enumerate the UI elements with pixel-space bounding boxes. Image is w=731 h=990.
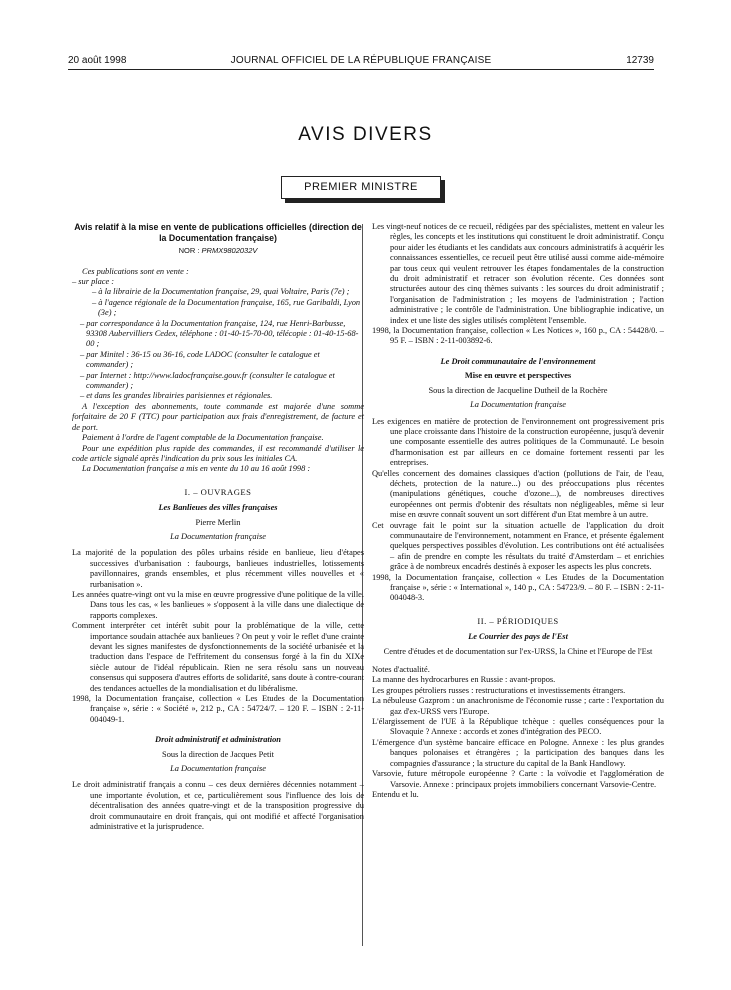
book-author: Pierre Merlin [195, 517, 241, 527]
header-rule [68, 69, 654, 70]
book-title: Les Banlieues des villes françaises [158, 503, 278, 513]
list-item: – sur place : [72, 277, 115, 286]
paragraph: Comment interpréter cet intérêt subit pour la problématique de la ville, cette importance soudain attachée aux banlieues ? On peut y voir le reflet d'une crainte devant les signes manifestes de dysfonctionnements de la société urbanisée et la traduction dans l'espace de l'effritement du consensus forgé à la fin du XIXe siècle autour de l'idéal républicain. Rien ne sera résolu sans un nouveau consensus qui supposera d'autres efforts de solidarité, sans doute à contre-courant des tendances actuelles de la mondialisation et du libéralisme. [72, 621, 364, 693]
paragraph: Qu'elles concernent des domaines classiques d'action (pollutions de l'air, de l'eau, déchets, protection de la nature...) ou des préoccupations plus récentes (manipulations génétiques, couche d'ozone...), de nombreuses directives européennes ont permis d'obtenir des résultats non négligeables, même si leur mise en œuvre connaît souvent un sort différent d'un Etat membre à un autre. [372, 468, 664, 520]
intro-text: Ces publications sont en vente : [82, 266, 189, 276]
book-title: Le Droit communautaire de l'environnement [440, 356, 596, 366]
book-reference: 1998, la Documentation française, collection « Les Notices », 160 p., CA : 54428/0. – 95 F. – ISBN : 2-11-003892-6. [372, 326, 664, 346]
book-reference: 1998, la Documentation française, collection « Les Etudes de la Documentation française », série : « Société », 212 p., CA : 54724/7. – 120 F. – ISBN : 2-11-004049-1. [72, 694, 364, 724]
contents-item: Les groupes pétroliers russes : restructurations et investissements étrangers. [372, 685, 626, 695]
book-author: Sous la direction de Jacques Petit [162, 749, 274, 759]
list-item: – par Internet : http://www.ladocfrançaise.gouv.fr (consulter le catalogue et commander) ; [80, 370, 335, 391]
paragraph: Les vingt-neuf notices de ce recueil, rédigées par des spécialistes, mettent en valeur les règles, les concepts et les institutions qui constituent le droit administratif. Conçu pour aider les étudiants et les candidats aux concours administratifs à acquérir les connaissances essentielles, ce recueil peut être utilisé aussi comme aide-mémoire par tous ceux qui veulent retrouver les étapes fondamentales de la construction du droit administratif et retracer son évolution récente. Ces données sont structurées autour des cinq thèmes suivants : les sources du droit administratif ; l'organisation de l'administration ; les moyens de l'administration ; l'action administrative ; le contrôle de l'administration. Une bibliographie indicative, un index et une liste des sigles utilisés complètent l'ensemble. [372, 222, 664, 325]
contents-item: La nébuleuse Gazprom : un anachronisme de l'économie russe ; carte : l'exportation du gaz d'ex-URSS vers l'Europe. [372, 696, 664, 716]
list-item: – par correspondance à la Documentation française, 124, rue Henri-Barbusse, 93308 Aubervilliers Cedex, téléphone : 01-40-15-70-00, télécopie : 01-40-15-68-00 ; [80, 318, 359, 349]
paragraph: A l'exception des abonnements, toute commande est majorée d'une somme forfaitaire de 20 F (TTC) pour participation aux frais d'enregistrement, de facture et de port. [72, 401, 364, 432]
section-heading-periodiques: II. – PÉRIODIQUES [477, 615, 559, 626]
book-publisher: La Documentation française [470, 400, 566, 410]
right-column [372, 222, 664, 800]
nor-code: PRMX9802032V [201, 246, 258, 256]
contents-item: La manne des hydrocarbures en Russie : avant-propos. [372, 675, 556, 685]
contents-item: L'émergence d'un système bancaire efficace en Pologne. Annexe : les plus grandes banques polonaises et étrangères ; la participation des banques dans les compagnies d'assurance ; la structure du capital de la Bank Handlowy. [372, 737, 664, 768]
list-item: – par Minitel : 36-15 ou 36-16, code LADOC (consulter le catalogue et commander) ; [80, 349, 320, 370]
paragraph: Cet ouvrage fait le point sur la situation actuelle de l'application du droit communautaire de l'environnement, notamment en France, et présente également quelques perspectives possibles d'évolution. Les contributions ont été actualisées – afin de prendre en compte les résultats du traité d'Amsterdam – et enrichies grâce à de nombreux encadrés destinés à exposer les aspects les plus concrets. [372, 520, 664, 572]
paragraph: Pour une expédition plus rapide des commandes, il est recommandé d'utiliser le code article signalé après l'indication du prix sous les initiales CA. [72, 443, 364, 463]
book-publisher: La Documentation française [170, 531, 266, 541]
paragraph: Paiement à l'ordre de l'agent comptable de la Documentation française. [82, 433, 324, 443]
paragraph: La Documentation française a mis en vente du 10 au 16 août 1998 : [82, 464, 311, 474]
left-column [72, 222, 364, 833]
ministry-box: PREMIER MINISTRE [281, 176, 441, 199]
contents-item: L'élargissement de l'UE à la République tchèque : quelles conséquences pour la Slovaquie ? Annexe : accords et zones d'intégration des PECO. [372, 717, 664, 737]
book-subtitle: Mise en œuvre et perspectives [464, 371, 572, 381]
list-item: – à la librairie de la Documentation française, 29, quai Voltaire, Paris (7e) ; [92, 287, 350, 297]
contents-item: Varsovie, future métropole européenne ? Carte : la voïvodie et l'agglomération de Varsovie. Annexe : principaux projets immobiliers concernant Varsovie-Centre. [372, 769, 664, 789]
periodical-title: Le Courrier des pays de l'Est [468, 632, 568, 642]
section-title: AVIS DIVERS [298, 124, 433, 145]
list-item: – à l'agence régionale de la Documentation française, 165, rue Garibaldi, Lyon (3e) ; [92, 297, 361, 318]
page-header [68, 55, 654, 69]
header-journal-title: JOURNAL OFFICIEL DE LA RÉPUBLIQUE FRANÇAISE [230, 55, 492, 66]
notice-title: Avis relatif à la mise en vente de publications officielles (direction de la Documentation française) [74, 222, 362, 243]
list-item: – et dans les grandes librairies parisiennes et régionales. [80, 391, 273, 401]
book-reference: 1998, la Documentation française, collection « Les Etudes de la Documentation française », série : « International », 140 p., CA : 54723/9. – 80 F. – ISBN : 2-11-004048-3. [372, 572, 664, 603]
header-date: 20 août 1998 [68, 55, 127, 66]
nor-label: NOR : [178, 246, 200, 256]
section-heading-ouvrages: I. – OUVRAGES [184, 486, 252, 497]
paragraph: La majorité de la population des pôles urbains réside en banlieue, lieu d'étapes successives d'urbanisation : faubourgs, banlieues industrielles, lotissements pavillonnaires, grands ensembles, et plus récemment villes nouvelles et « rurbanisation ». [72, 548, 364, 589]
header-page-number: 12739 [626, 55, 654, 66]
book-author: Sous la direction de Jacqueline Dutheil de la Rochère [428, 385, 608, 395]
book-title: Droit administratif et administration [155, 735, 281, 745]
nor-reference [72, 246, 364, 256]
book-publisher: La Documentation française [170, 764, 266, 774]
paragraph: Les exigences en matière de protection de l'environnement ont progressivement pris une place croissante dans l'histoire de la construction européenne, jusqu'à devenir une composante essentielle des autres politiques de la Communauté. Le besoin d'harmonisation est par ailleurs en ce domaine fortement ressenti par les entreprises. [372, 416, 664, 468]
contents-item: Entendu et lu. [372, 789, 419, 799]
contents-item: Notes d'actualité. [372, 665, 430, 675]
paragraph: Les années quatre-vingt ont vu la mise en œuvre progressive d'une politique de la ville. Dans tous les cas, « les banlieues » s'opposent à la ville dans une dialectique de rapports complexes. [72, 589, 364, 620]
paragraph: Le droit administratif français a connu – ces deux dernières décennies notamment – une importante évolution, et ce, particulièrement sous l'influence des lois de décentralisation des années quatre-vingt et de la transposition progressive du droit communautaire en droit français, qui ont modifié et affecté l'organisation administrative et la jurisprudence. [72, 780, 364, 832]
periodical-publisher: Centre d'études et de documentation sur l'ex-URSS, la Chine et l'Europe de l'Est [383, 646, 653, 656]
